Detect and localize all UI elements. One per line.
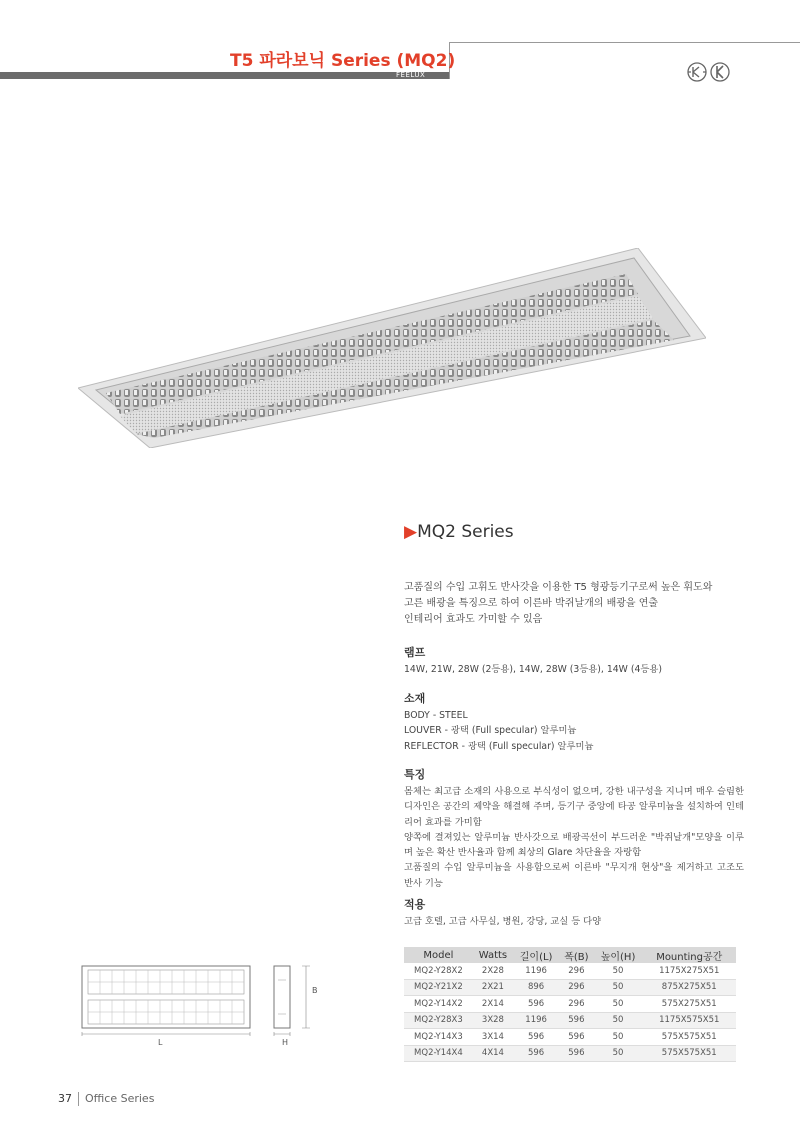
features-text: 고품질의 수입 알루미늄을 사용함으로써 이른바 "무지개 현상"을 제거하고 고조도 반사 기능 — [404, 862, 744, 889]
material-section — [404, 690, 744, 754]
table-row — [404, 996, 736, 1013]
drawing-label-h: H — [282, 1038, 289, 1047]
table-cell: 575X275X51 — [643, 996, 736, 1013]
features-text: 양쪽에 결져있는 알루미늄 반사갓으로 배광곡선이 부드러운 "박쥐날개"모양을 이루며 높은 확산 반사율과 함께 최상의 Glare 차단율을 자랑함 — [404, 831, 744, 859]
table-cell: 50 — [594, 963, 643, 979]
table-header: Watts — [473, 947, 513, 963]
table-row — [404, 979, 736, 996]
ks-cert-icon — [686, 61, 708, 83]
table-cell: 596 — [513, 996, 559, 1013]
table-cell: 575X575X51 — [643, 1029, 736, 1046]
table-cell: 1196 — [513, 1012, 559, 1029]
table-cell: 296 — [559, 979, 593, 996]
footer-divider — [78, 1092, 79, 1106]
drawing-label-b: B — [312, 986, 318, 995]
table-cell: 2X14 — [473, 996, 513, 1013]
description — [404, 580, 744, 628]
table-row — [404, 963, 736, 979]
material-line: BODY - STEEL — [404, 710, 468, 721]
table-row — [404, 1012, 736, 1029]
product-photo — [78, 248, 706, 448]
table-cell: MQ2-Y28X3 — [404, 1012, 473, 1029]
table-header: Mounting공간 — [643, 947, 736, 963]
application-text: 고급 호텔, 고급 사무실, 병원, 강당, 교실 등 다양 — [404, 916, 602, 927]
features-text: 몸체는 최고급 소재의 사용으로 부식성이 없으며, 강한 내구성을 지니며 매우 슬림한 디자인은 공간의 제약을 해결해 주며, 등기구 중앙에 타공 알루미늄을 설치하여 인테리어 효과를 가미함 — [404, 786, 744, 828]
table-cell: 596 — [513, 1045, 559, 1062]
header-bar — [0, 72, 449, 79]
kc-cert-icon — [709, 61, 731, 83]
table-cell: 3X14 — [473, 1029, 513, 1046]
table-cell: 50 — [594, 979, 643, 996]
footer-section: Office Series — [85, 1092, 155, 1105]
table-cell: 1196 — [513, 963, 559, 979]
description-line: 인테리어 효과도 가미할 수 있음 — [404, 614, 543, 625]
drawing-label-l: L — [158, 1038, 163, 1047]
description-line: 고른 배광을 특징으로 하여 이른바 박쥐날개의 배광을 연출 — [404, 598, 659, 609]
table-row — [404, 1029, 736, 1046]
table-cell: 50 — [594, 1045, 643, 1062]
table-header: Model — [404, 947, 473, 963]
features-section — [404, 766, 744, 891]
table-cell: 1175X275X51 — [643, 963, 736, 979]
table-cell: MQ2-Y14X3 — [404, 1029, 473, 1046]
footer — [58, 1092, 154, 1106]
table-cell: 50 — [594, 1029, 643, 1046]
spec-table — [404, 947, 736, 1062]
table-header: 길이(L) — [513, 947, 559, 963]
page-number: 37 — [58, 1092, 72, 1105]
table-cell: MQ2-Y14X2 — [404, 996, 473, 1013]
table-cell: 2X28 — [473, 963, 513, 979]
series-heading — [404, 522, 514, 542]
table-header: 높이(H) — [594, 947, 643, 963]
table-cell: 896 — [513, 979, 559, 996]
page-title: T5 파라보닉 Series (MQ2) — [230, 51, 456, 71]
table-cell: 4X14 — [473, 1045, 513, 1062]
table-header-row — [404, 947, 736, 963]
material-line: LOUVER - 광택 (Full specular) 알루미늄 — [404, 725, 577, 737]
brand-label: FEELUX — [396, 71, 426, 79]
table-cell: 596 — [559, 1029, 593, 1046]
table-cell: 875X275X51 — [643, 979, 736, 996]
table-cell: MQ2-Y28X2 — [404, 963, 473, 979]
application-section — [404, 896, 744, 929]
lamp-heading: 램프 — [404, 646, 426, 659]
table-cell: 296 — [559, 963, 593, 979]
table-cell: 2X21 — [473, 979, 513, 996]
material-heading: 소재 — [404, 692, 426, 705]
table-cell: 596 — [513, 1029, 559, 1046]
table-row — [404, 1045, 736, 1062]
series-heading-text: MQ2 Series — [417, 522, 514, 542]
lamp-section — [404, 644, 744, 677]
triangle-icon: ▶ — [404, 522, 418, 542]
table-cell: 296 — [559, 996, 593, 1013]
table-cell: MQ2-Y14X4 — [404, 1045, 473, 1062]
table-header: 폭(B) — [559, 947, 593, 963]
application-heading: 적용 — [404, 898, 426, 911]
material-line: REFLECTOR - 광택 (Full specular) 알루미늄 — [404, 740, 594, 752]
dimension-drawing — [78, 960, 328, 1050]
table-cell: 596 — [559, 1012, 593, 1029]
table-cell: MQ2-Y21X2 — [404, 979, 473, 996]
table-cell: 596 — [559, 1045, 593, 1062]
description-line: 고품질의 수입 고휘도 반사갓을 이용한 T5 형광등기구로써 높은 휘도와 — [404, 582, 713, 593]
header-rule — [449, 42, 800, 43]
table-cell: 50 — [594, 996, 643, 1013]
table-cell: 1175X575X51 — [643, 1012, 736, 1029]
table-cell: 50 — [594, 1012, 643, 1029]
table-cell: 3X28 — [473, 1012, 513, 1029]
features-heading: 특징 — [404, 768, 426, 781]
table-cell: 575X575X51 — [643, 1045, 736, 1062]
lamp-text: 14W, 21W, 28W (2등용), 14W, 28W (3등용), 14W (4등용) — [404, 664, 662, 675]
